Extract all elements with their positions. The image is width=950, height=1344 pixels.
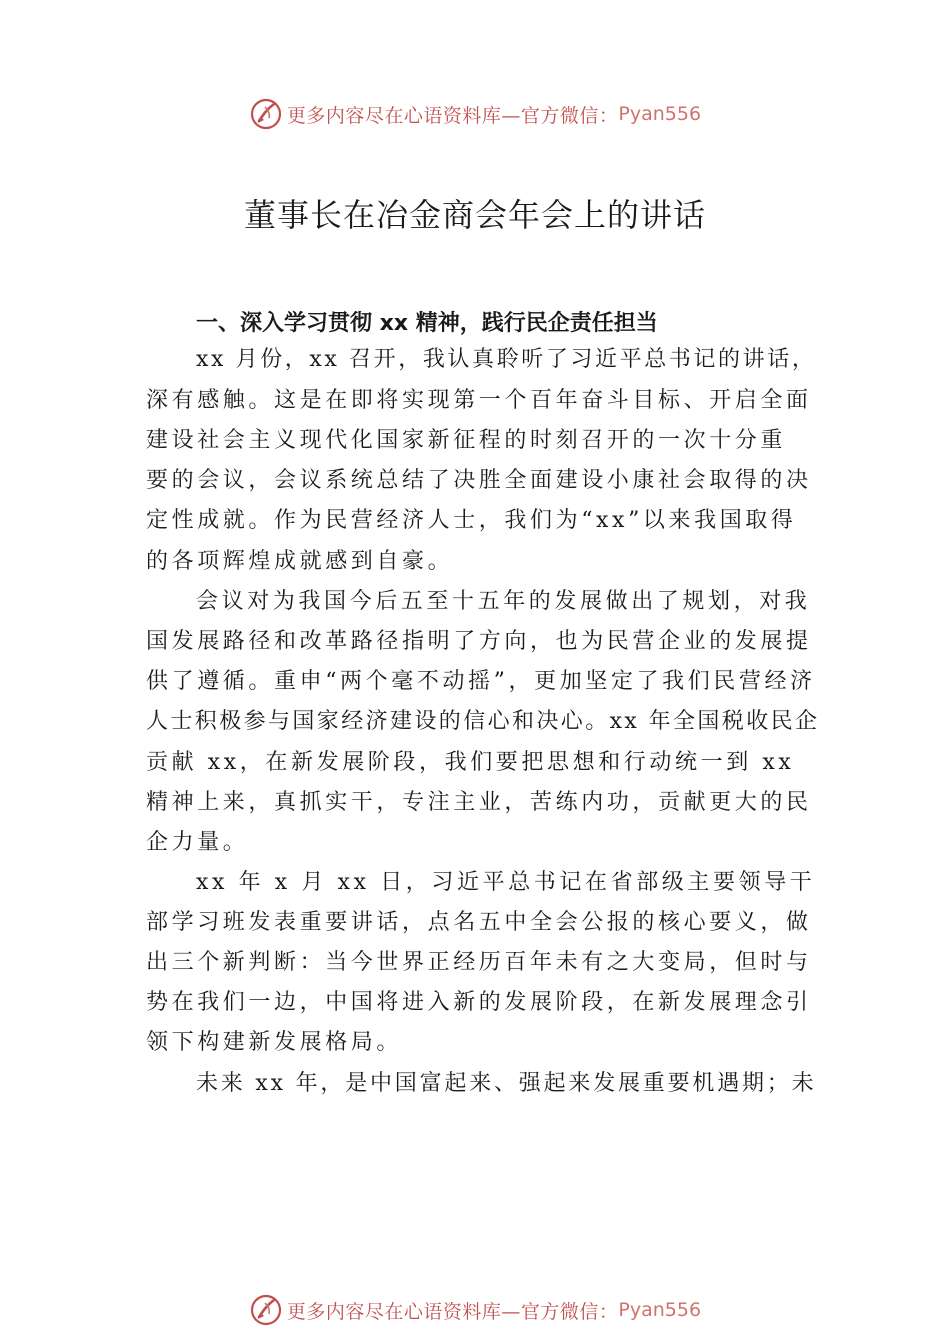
- body-line: 会议对为我国今后五至十五年的发展做出了规划，对我: [196, 589, 811, 614]
- body-line: 精神上来，真抓实干，专注主业，苦练内功，贡献更大的民: [146, 790, 812, 815]
- body-line: 未来 xx 年，是中国富起来、强起来发展重要机遇期；未: [196, 1071, 817, 1096]
- wechat-id: Pyan556: [618, 1299, 702, 1321]
- body-line: 贡献 xx，在新发展阶段，我们要把思想和行动统一到 xx: [146, 750, 795, 775]
- pen-logo-icon: [249, 97, 283, 131]
- body-line: 人士积极参与国家经济建设的信心和决心。xx 年全国税收民企: [146, 709, 820, 734]
- body-line: xx 月份，xx 召开，我认真聆听了习近平总书记的讲话，: [196, 347, 817, 372]
- watermark-banner-top: [0, 94, 950, 134]
- wechat-id: Pyan556: [618, 103, 702, 125]
- body-line: 国发展路径和改革路径指明了方向，也为民营企业的发展提: [146, 629, 812, 654]
- body-line: 定性成就。作为民营经济人士，我们为“xx”以来我国取得: [146, 508, 797, 533]
- body-line: 建设社会主义现代化国家新征程的时刻召开的一次十分重: [146, 428, 787, 453]
- body-line: 的各项辉煌成就感到自豪。: [146, 549, 454, 574]
- body-line: 供了遵循。重申“两个毫不动摇”，更加坚定了我们民营经济: [146, 669, 816, 694]
- body-line: 企力量。: [146, 830, 249, 855]
- body-line: 出三个新判断：当今世界正经历百年未有之大变局，但时与: [146, 950, 812, 975]
- watermark-text: 更多内容尽在心语资料库—官方微信：: [286, 104, 619, 127]
- body-line: 部学习班发表重要讲话，点名五中全会公报的核心要义，做: [146, 910, 812, 935]
- watermark-text: 更多内容尽在心语资料库—官方微信：: [286, 1300, 619, 1323]
- pen-logo-icon: [249, 1293, 283, 1327]
- body-line: 领下构建新发展格局。: [146, 1030, 403, 1055]
- body-line: xx 年 x 月 xx 日，习近平总书记在省部级主要领导干: [196, 870, 816, 895]
- watermark-banner-bottom: [0, 1290, 950, 1330]
- body-line: 势在我们一边，中国将进入新的发展阶段，在新发展理念引: [146, 990, 812, 1015]
- document-title: 董事长在冶金商会年会上的讲话: [243, 196, 706, 234]
- section-heading: 一、深入学习贯彻 xx 精神，践行民企责任担当: [196, 311, 658, 336]
- body-line: 要的会议，会议系统总结了决胜全面建设小康社会取得的决: [146, 468, 812, 493]
- body-line: 深有感触。这是在即将实现第一个百年奋斗目标、开启全面: [146, 388, 812, 413]
